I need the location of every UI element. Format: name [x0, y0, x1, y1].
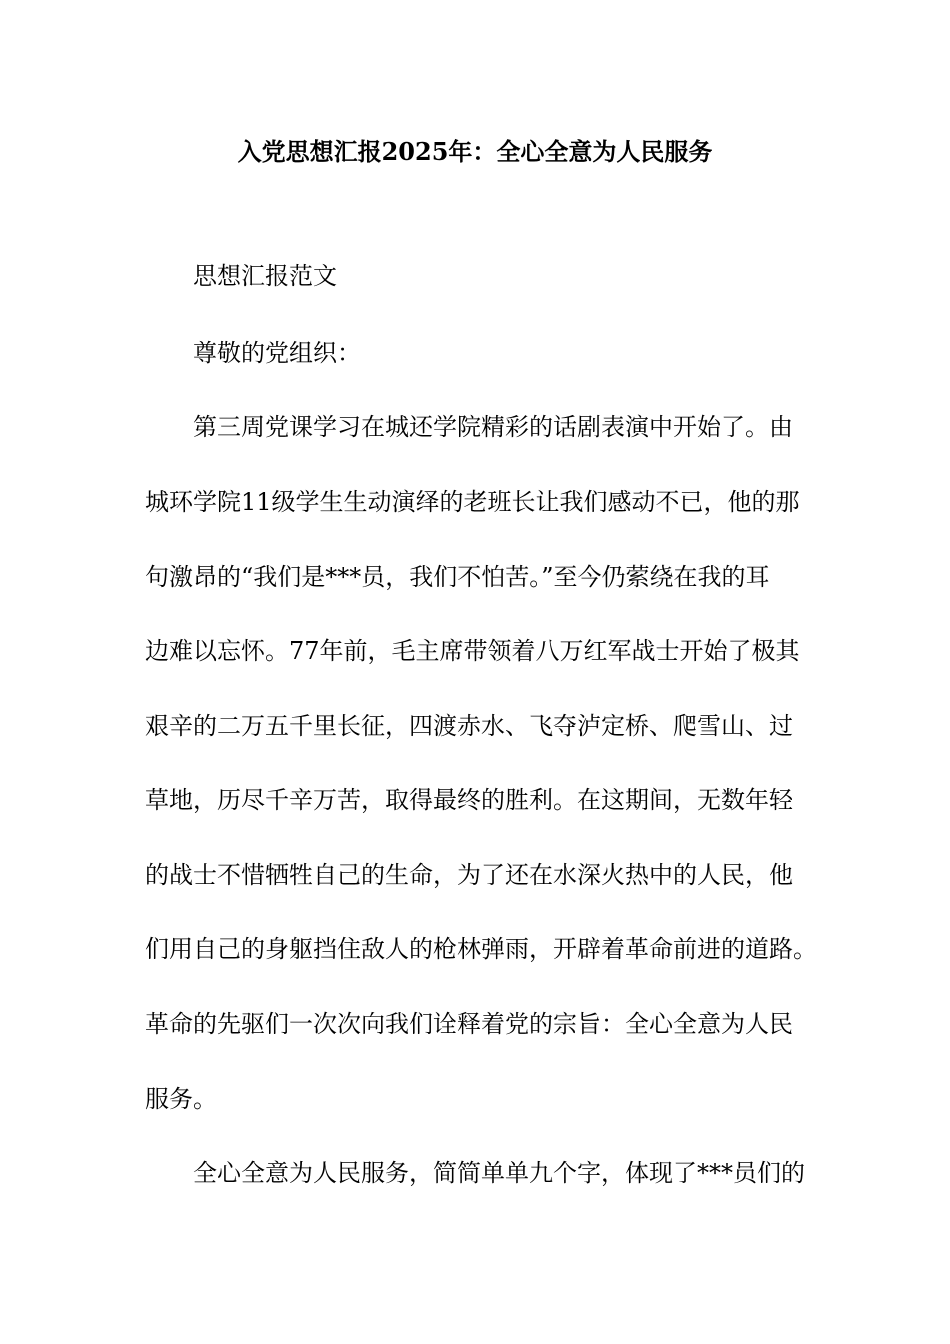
paragraph-1-line-10: 服务。	[145, 1085, 217, 1113]
salutation: 尊敬的党组织：	[193, 339, 361, 367]
document-subtitle: 思想汇报范文	[193, 262, 337, 290]
paragraph-1-line-8: 们用自己的身躯挡住敌人的枪林弹雨，开辟着革命前进的道路。	[145, 935, 817, 963]
paragraph-1-line-7: 的战士不惜牺牲自己的生命，为了还在水深火热中的人民，他	[145, 861, 793, 889]
paragraph-1-line-3: 句激昂的“我们是***员，我们不怕苦。”至今仍萦绕在我的耳	[145, 563, 770, 591]
paragraph-1-line-1: 第三周党课学习在城还学院精彩的话剧表演中开始了。由	[193, 413, 793, 441]
paragraph-1-line-9: 革命的先驱们一次次向我们诠释着党的宗旨：全心全意为人民	[145, 1010, 793, 1038]
paragraph-1-line-6: 草地，历尽千辛万苦，取得最终的胜利。在这期间，无数年轻	[145, 786, 793, 814]
paragraph-1-line-5: 艰辛的二万五千里长征，四渡赤水、飞夺泸定桥、爬雪山、过	[145, 712, 793, 740]
paragraph-2-line-1: 全心全意为人民服务，简简单单九个字，体现了***员们的	[193, 1159, 805, 1187]
paragraph-1-line-4: 边难以忘怀。77年前，毛主席带领着八万红军战士开始了极其	[145, 637, 800, 665]
paragraph-1-line-2: 城环学院11级学生生动演绎的老班长让我们感动不已，他的那	[145, 488, 800, 516]
document-title: 入党思想汇报2025年：全心全意为人民服务	[237, 137, 713, 166]
